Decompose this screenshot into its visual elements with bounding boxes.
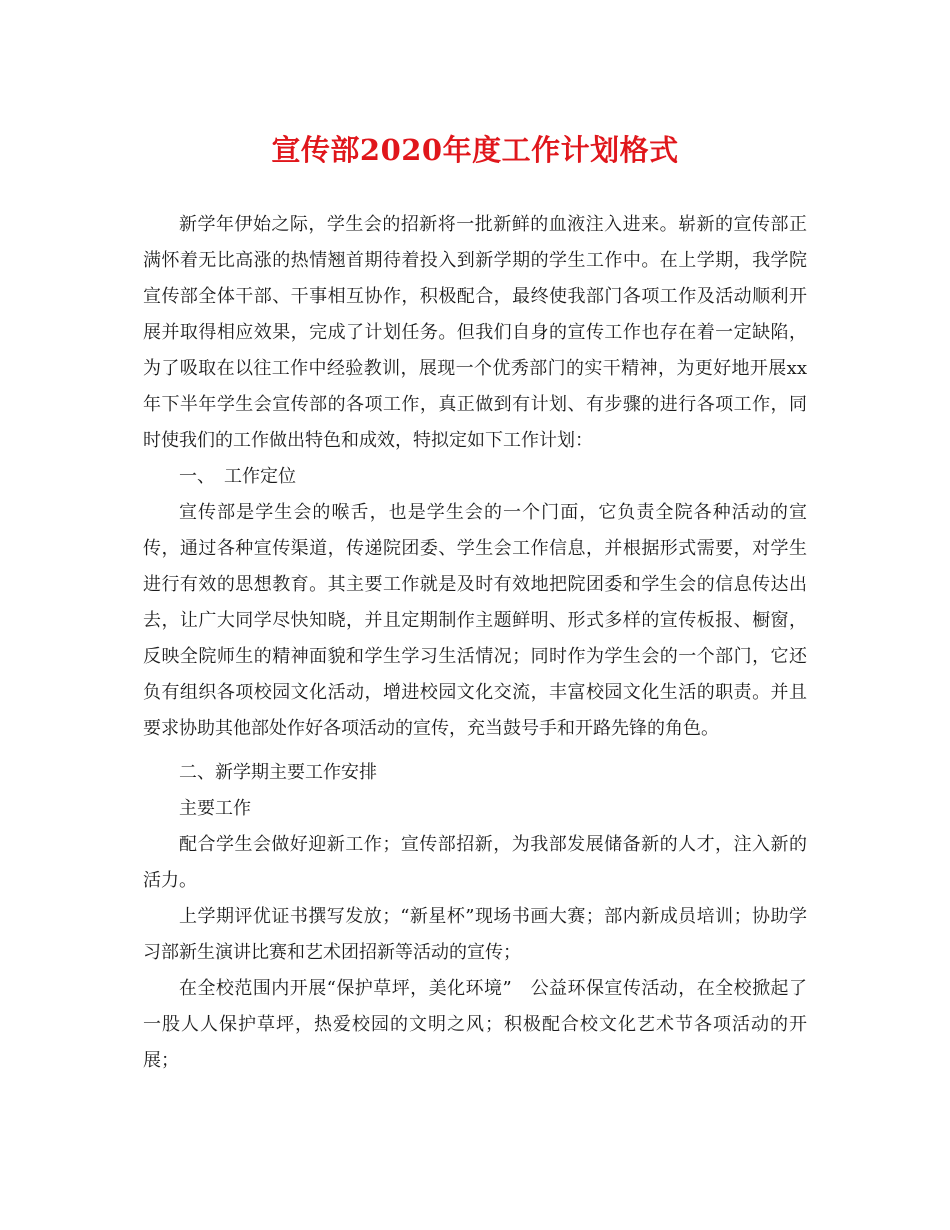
paragraph-spacer: [143, 747, 807, 755]
document-body: [143, 207, 807, 1079]
section-heading-arrangement: 二、新学期主要工作安排: [179, 762, 377, 783]
subheading-main-work: 主要工作: [179, 798, 251, 819]
work-item-paragraph: 上学期评优证书撰写发放；“新星杯”现场书画大赛；部内新成员培训；协助学习部新生演讲比赛和艺术团招新等活动的宣传；: [143, 906, 807, 963]
document-title: 宣传部2020年度工作计划格式: [271, 133, 679, 167]
intro-paragraph: 新学年伊始之际，学生会的招新将一批新鲜的血液注入进来。崭新的宣传部正满怀着无比高涨的热情翘首期待着投入到新学期的学生工作中。在上学期，我学院宣传部全体干部、干事相互协作，积极配合，最终使我部门各项工作及活动顺利开展并取得相应效果，完成了计划任务。但我们自身的宣传工作也存在着一定缺陷，为了吸取在以往工作中经验教训，展现一个优秀部门的实干精神，为更好地开展xx年下半年学生会宣传部的各项工作，真正做到有计划、有步骤的进行各项工作，同时使我们的工作做出特色和成效，特拟定如下工作计划：: [143, 214, 807, 451]
section-heading-positioning: 一、 工作定位: [179, 466, 296, 487]
work-item-paragraph: 配合学生会做好迎新工作；宣传部招新，为我部发展储备新的人才，注入新的活力。: [143, 834, 807, 891]
positioning-paragraph: 宣传部是学生会的喉舌，也是学生会的一个门面，它负责全院各种活动的宣传，通过各种宣传渠道，传递院团委、学生会工作信息，并根据形式需要，对学生进行有效的思想教育。其主要工作就是及时有效地把院团委和学生会的信息传达出去，让广大同学尽快知晓，并且定期制作主题鲜明、形式多样的宣传板报、橱窗，反映全院师生的精神面貌和学生学习生活情况；同时作为学生会的一个部门，它还负有组织各项校园文化活动，增进校园文化交流，丰富校园文化生活的职责。并且要求协助其他部处作好各项活动的宣传，充当鼓号手和开路先锋的角色。: [143, 502, 807, 739]
work-item-paragraph: 在全校范围内开展“保护草坪，美化环境” 公益环保宣传活动，在全校掀起了一股人人保护草坪，热爱校园的文明之风；积极配合校文化艺术节各项活动的开展；: [143, 978, 807, 1071]
